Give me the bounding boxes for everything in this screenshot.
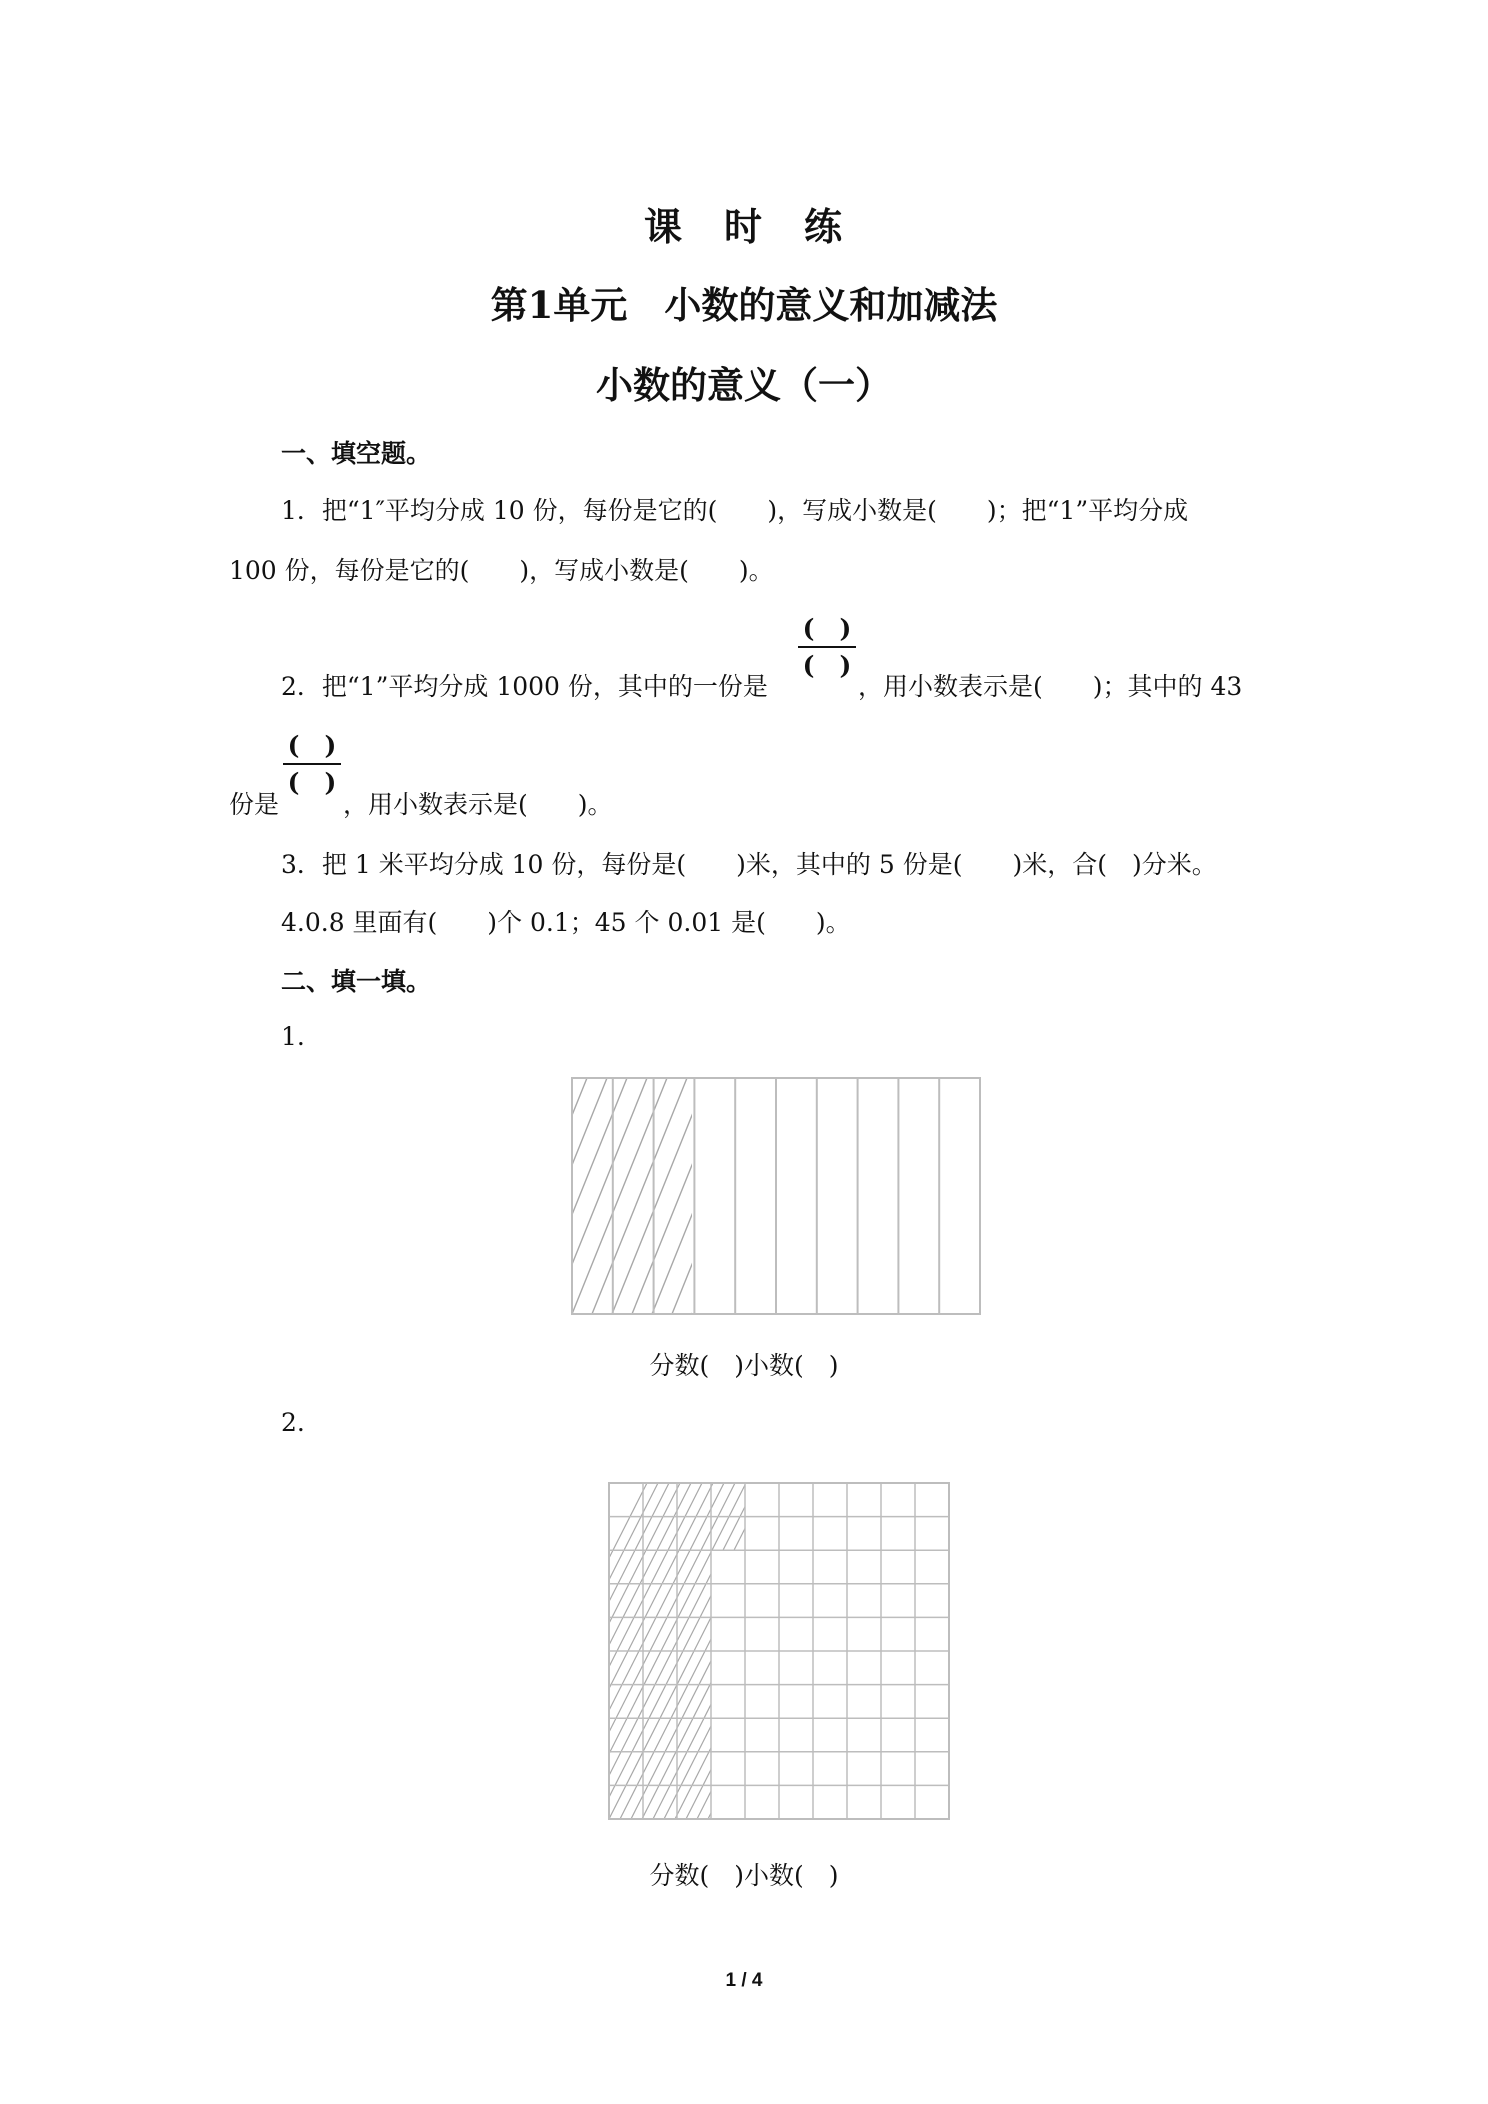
question-2-text-b: ，用小数表示是( )；其中的 43 <box>858 672 1243 701</box>
hatch-line <box>570 1078 627 1314</box>
item-2-label: 2. <box>281 1408 305 1437</box>
question-4: 4.0.8 里面有( )个 0.1；45 个 0.01 是( )。 <box>281 908 851 937</box>
page-number: 1 / 4 <box>725 1970 763 1991</box>
hatch-line <box>570 1078 647 1314</box>
hatch-line <box>592 1078 687 1314</box>
hundred-grid-lines <box>609 1483 949 1819</box>
figure-2-hundred-grid <box>606 1480 952 1824</box>
unit-title: 第1单元 小数的意义和加减法 <box>490 283 998 327</box>
fraction-denominator-blank: ( ) <box>287 768 337 797</box>
section-2-heading: 二、填一填。 <box>281 967 432 996</box>
worksheet-title <box>0 196 1488 251</box>
hatch-line <box>712 1078 807 1314</box>
question-2-line-2-start: 份是 <box>229 790 280 819</box>
hatch-line <box>792 1078 887 1314</box>
title-char: 练 <box>804 204 845 249</box>
figure-1-strip-diagram <box>570 1076 982 1318</box>
title-char: 时 <box>723 204 764 249</box>
hatch-line <box>752 1078 847 1314</box>
hatch-line <box>732 1078 827 1314</box>
fraction-denominator-blank: ( ) <box>802 651 852 680</box>
item-1-label: 1. <box>281 1022 305 1051</box>
hatch-line <box>632 1078 727 1314</box>
question-2-text-a: 2．把“1”平均分成 1000 份，其中的一份是 <box>281 672 768 701</box>
title-char: 课 <box>643 204 684 249</box>
shaded-region <box>570 1078 887 1314</box>
hatch-line <box>772 1078 867 1314</box>
section-1-heading: 一、填空题。 <box>281 439 432 468</box>
fraction-blank-1 <box>798 612 856 682</box>
figure-1-caption: 分数( )小数( ) <box>649 1351 839 1380</box>
figure-2-caption: 分数( )小数( ) <box>649 1861 839 1890</box>
question-1-line-1: 1．把“1″平均分成 10 份，每份是它的( )，写成小数是( )；把“1”平均分成 <box>281 496 1189 525</box>
lesson-title: 小数的意义（一） <box>596 363 892 407</box>
question-1-line-2: 100 份，每份是它的( )，写成小数是( )。 <box>229 556 774 585</box>
fraction-numerator-blank: ( ) <box>798 612 856 648</box>
hatch-line <box>612 1078 707 1314</box>
fraction-numerator-blank: ( ) <box>283 729 341 765</box>
hatch-line <box>570 1078 607 1314</box>
question-2-line-1 <box>281 667 768 703</box>
hatch-line <box>692 1078 787 1314</box>
hatch-line <box>672 1078 767 1314</box>
fraction-blank-2 <box>283 729 341 799</box>
hatch-line <box>652 1078 747 1314</box>
question-3: 3．把 1 米平均分成 10 份，每份是( )米，其中的 5 份是( )米，合( )分米。 <box>281 850 1217 879</box>
question-2-line-2-end: ，用小数表示是( )。 <box>343 790 613 819</box>
